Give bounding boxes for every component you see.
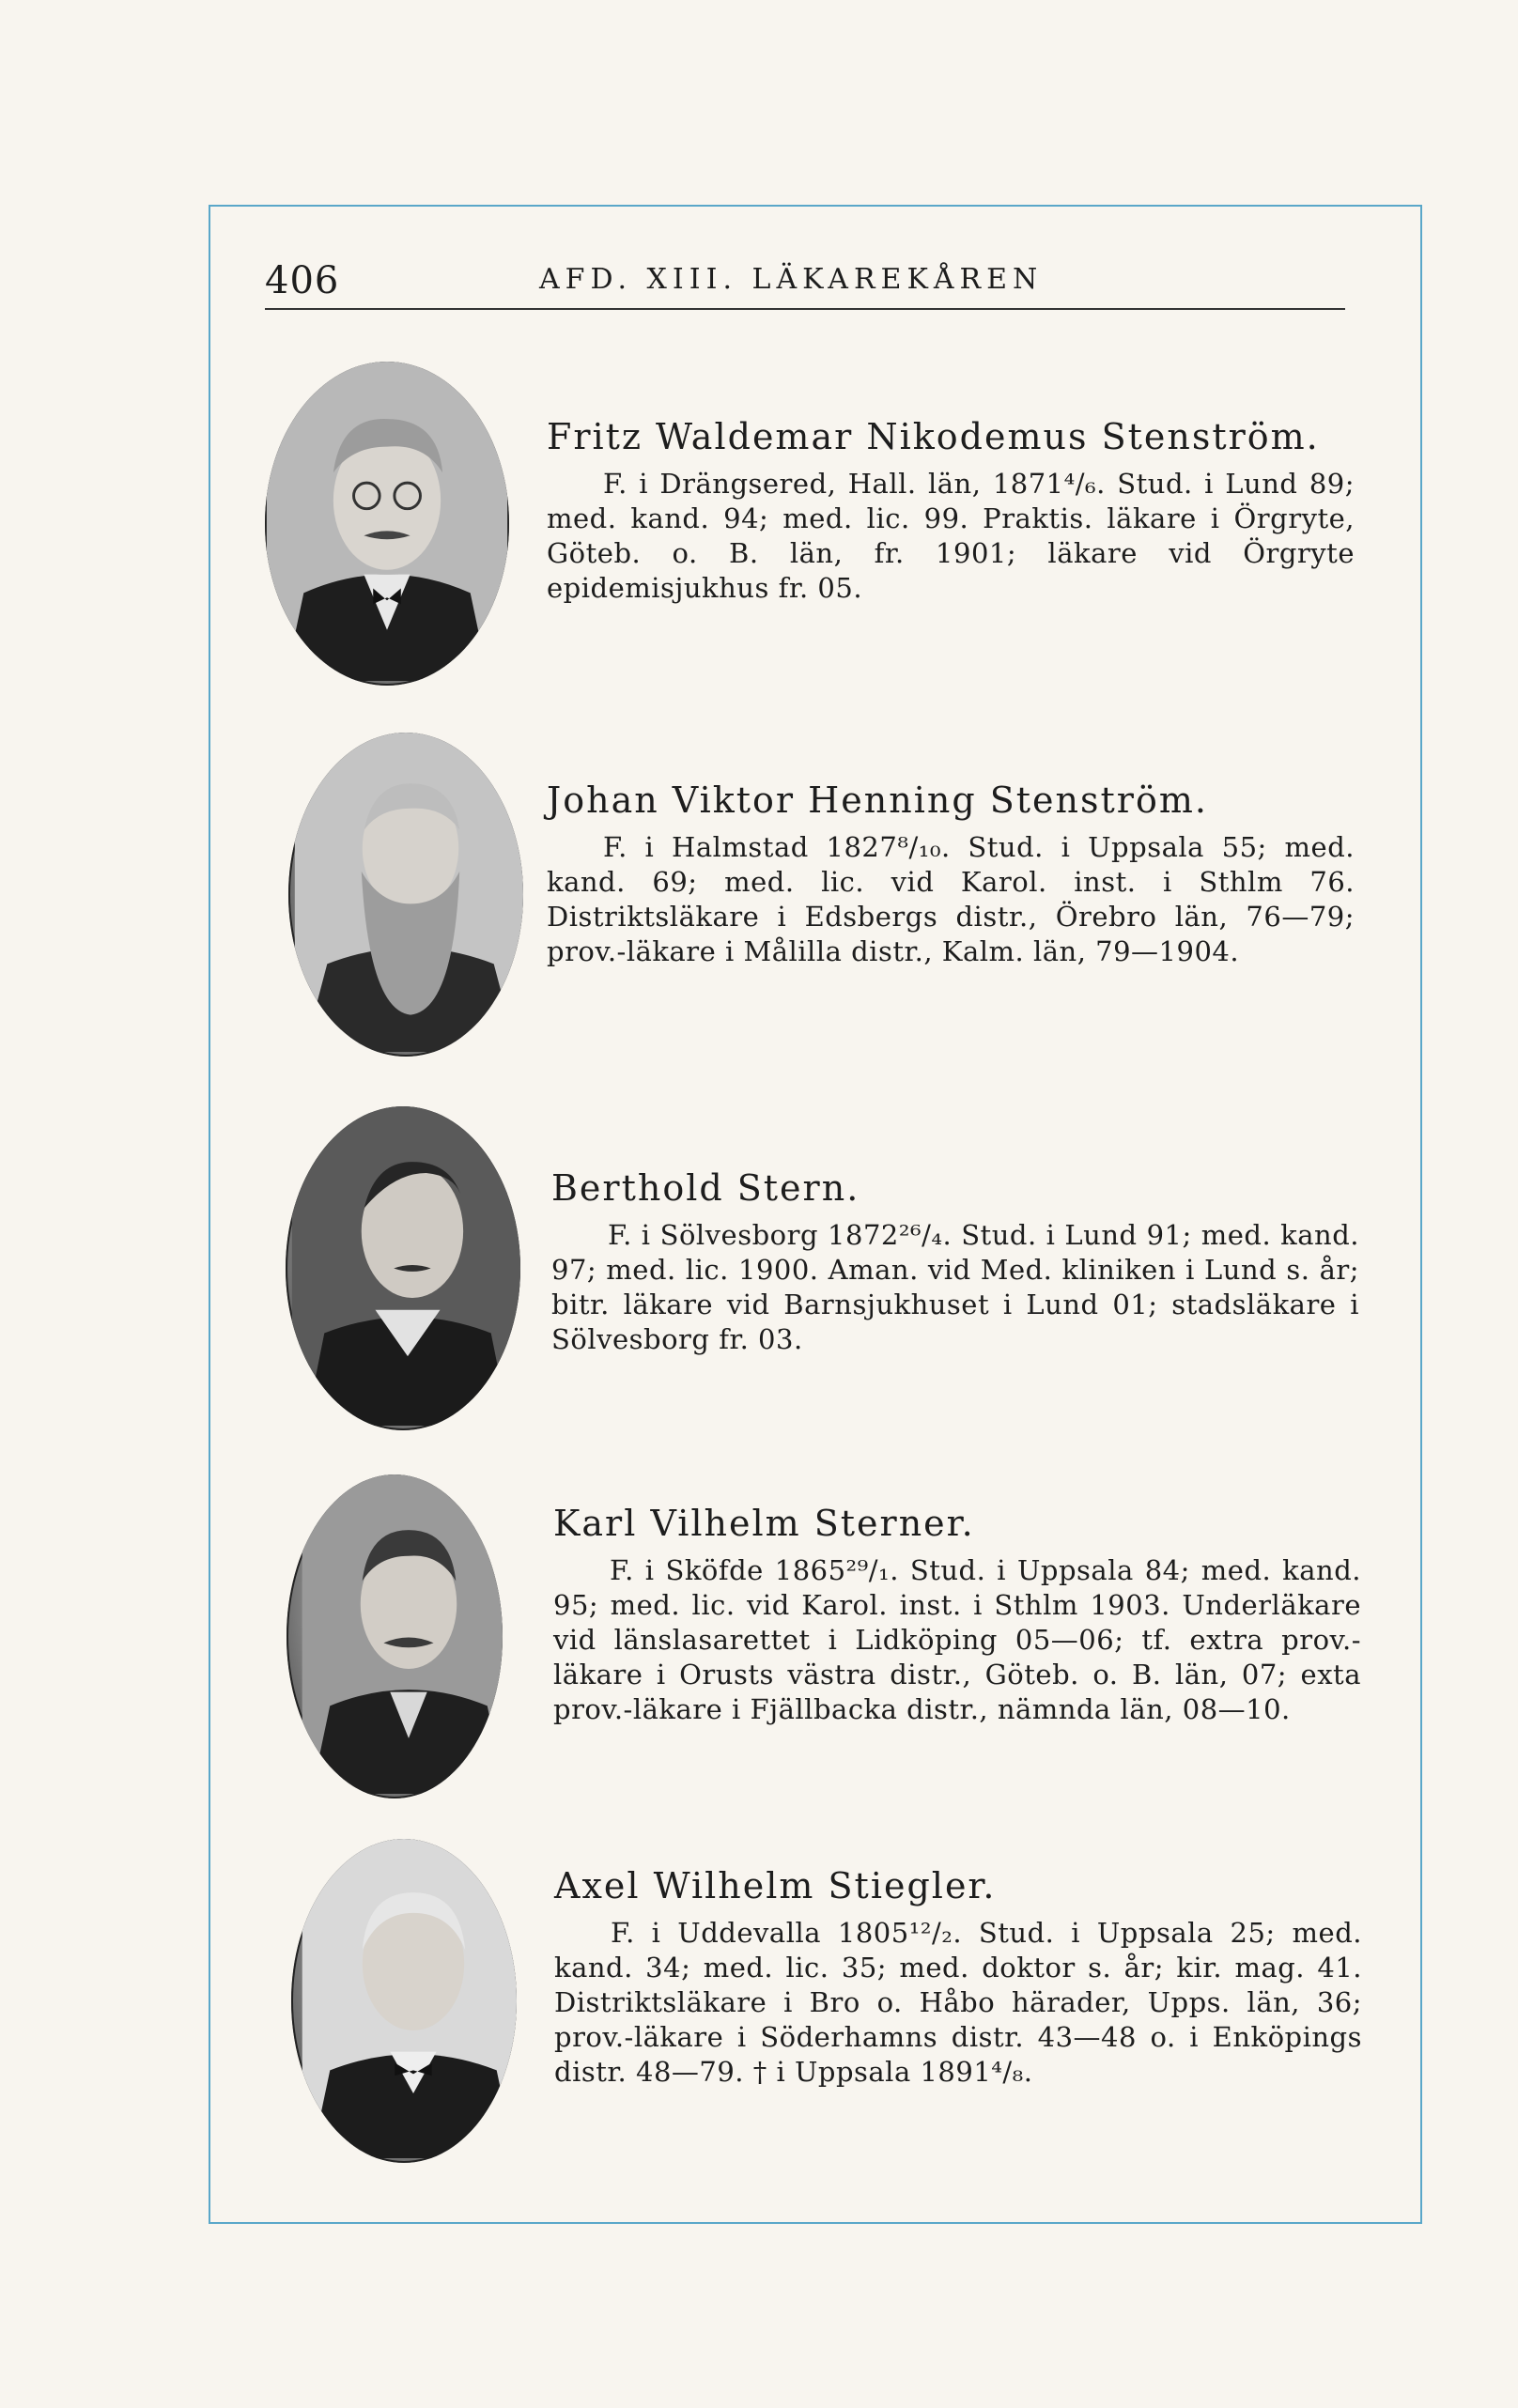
portrait-figure bbox=[265, 362, 509, 681]
entry-text bbox=[547, 780, 1355, 969]
entry-text bbox=[551, 1167, 1359, 1357]
portrait-photo bbox=[286, 1106, 520, 1430]
portrait-figure bbox=[288, 733, 523, 1052]
portrait-figure bbox=[291, 1839, 517, 2158]
person-biography: F. i Drängsered, Hall. län, 1871⁴/₆. Stud. i Lund 89; med. kand. 94; med. lic. 99. Praktis. läkare i Örgryte, Göteb. o. B. län, fr. 1901; läkare vid Örgryte epidemisjukhus fr. 05. bbox=[547, 468, 1355, 604]
running-title: AFD. XIII. LÄKAREKÅREN bbox=[539, 263, 1044, 296]
person-biography: F. i Sölvesborg 1872²⁶/₄. Stud. i Lund 91; med. kand. 97; med. lic. 1900. Aman. vid Med. kliniken i Lund s. år; bitr. läkare vid Barnsjukhuset i Lund 01; stadsläkare i Sölvesborg fr. 03. bbox=[551, 1219, 1359, 1355]
biography-entry bbox=[265, 1839, 1373, 2177]
entry-text bbox=[547, 416, 1355, 606]
portrait-figure bbox=[287, 1474, 503, 1794]
person-name: Berthold Stern. bbox=[551, 1167, 860, 1209]
person-biography: F. i Halmstad 1827⁸/₁₀. Stud. i Uppsala 55; med. kand. 69; med. lic. vid Karol. inst. i Sthlm 76. Distriktsläkare i Edsbergs distr., Örebro län, 76—79; prov.-läkare i Målilla distr., Kalm. län, 79—1904. bbox=[547, 831, 1355, 967]
portrait-photo bbox=[265, 362, 509, 686]
biography-entry bbox=[265, 1106, 1373, 1444]
person-name: Axel Wilhelm Stiegler. bbox=[554, 1865, 997, 1906]
entry-text bbox=[553, 1503, 1361, 1727]
portrait-photo bbox=[288, 733, 523, 1057]
person-biography: F. i Uddevalla 1805¹²/₂. Stud. i Uppsala 25; med. kand. 34; med. lic. 35; med. doktor s. år; kir. mag. 41. Distriktsläkare i Bro o. Håbo härader, Upps. län, 36; prov.-läkare i Söderhamns distr. 43—48 o. i Enköpings distr. 48—79. † i Uppsala 1891⁴/₈. bbox=[554, 1917, 1362, 2088]
biography-entry bbox=[265, 1474, 1373, 1813]
person-name: Johan Viktor Henning Stenström. bbox=[547, 780, 1208, 821]
entry-text bbox=[554, 1865, 1362, 2090]
portrait-photo bbox=[291, 1839, 517, 2163]
page-number: 406 bbox=[265, 259, 340, 302]
portrait-photo bbox=[287, 1474, 503, 1798]
person-biography: F. i Sköfde 1865²⁹/₁. Stud. i Uppsala 84; med. kand. 95; med. lic. vid Karol. inst. i Sthlm 1903. Underläkare vid länslasarettet i Lidköping 05—06; tf. extra prov.-läkare i Orusts västra distr., Göteb. o. B. län, 07; exta prov.-läkare i Fjällbacka distr., nämnda län, 08—10. bbox=[553, 1554, 1361, 1725]
person-name: Karl Vilhelm Sterner. bbox=[553, 1503, 975, 1544]
person-name: Fritz Waldemar Nikodemus Stenström. bbox=[547, 416, 1320, 457]
page-header bbox=[265, 255, 1345, 310]
portrait-figure bbox=[286, 1106, 520, 1426]
biography-entry bbox=[265, 362, 1373, 700]
biography-entry bbox=[265, 733, 1373, 1071]
